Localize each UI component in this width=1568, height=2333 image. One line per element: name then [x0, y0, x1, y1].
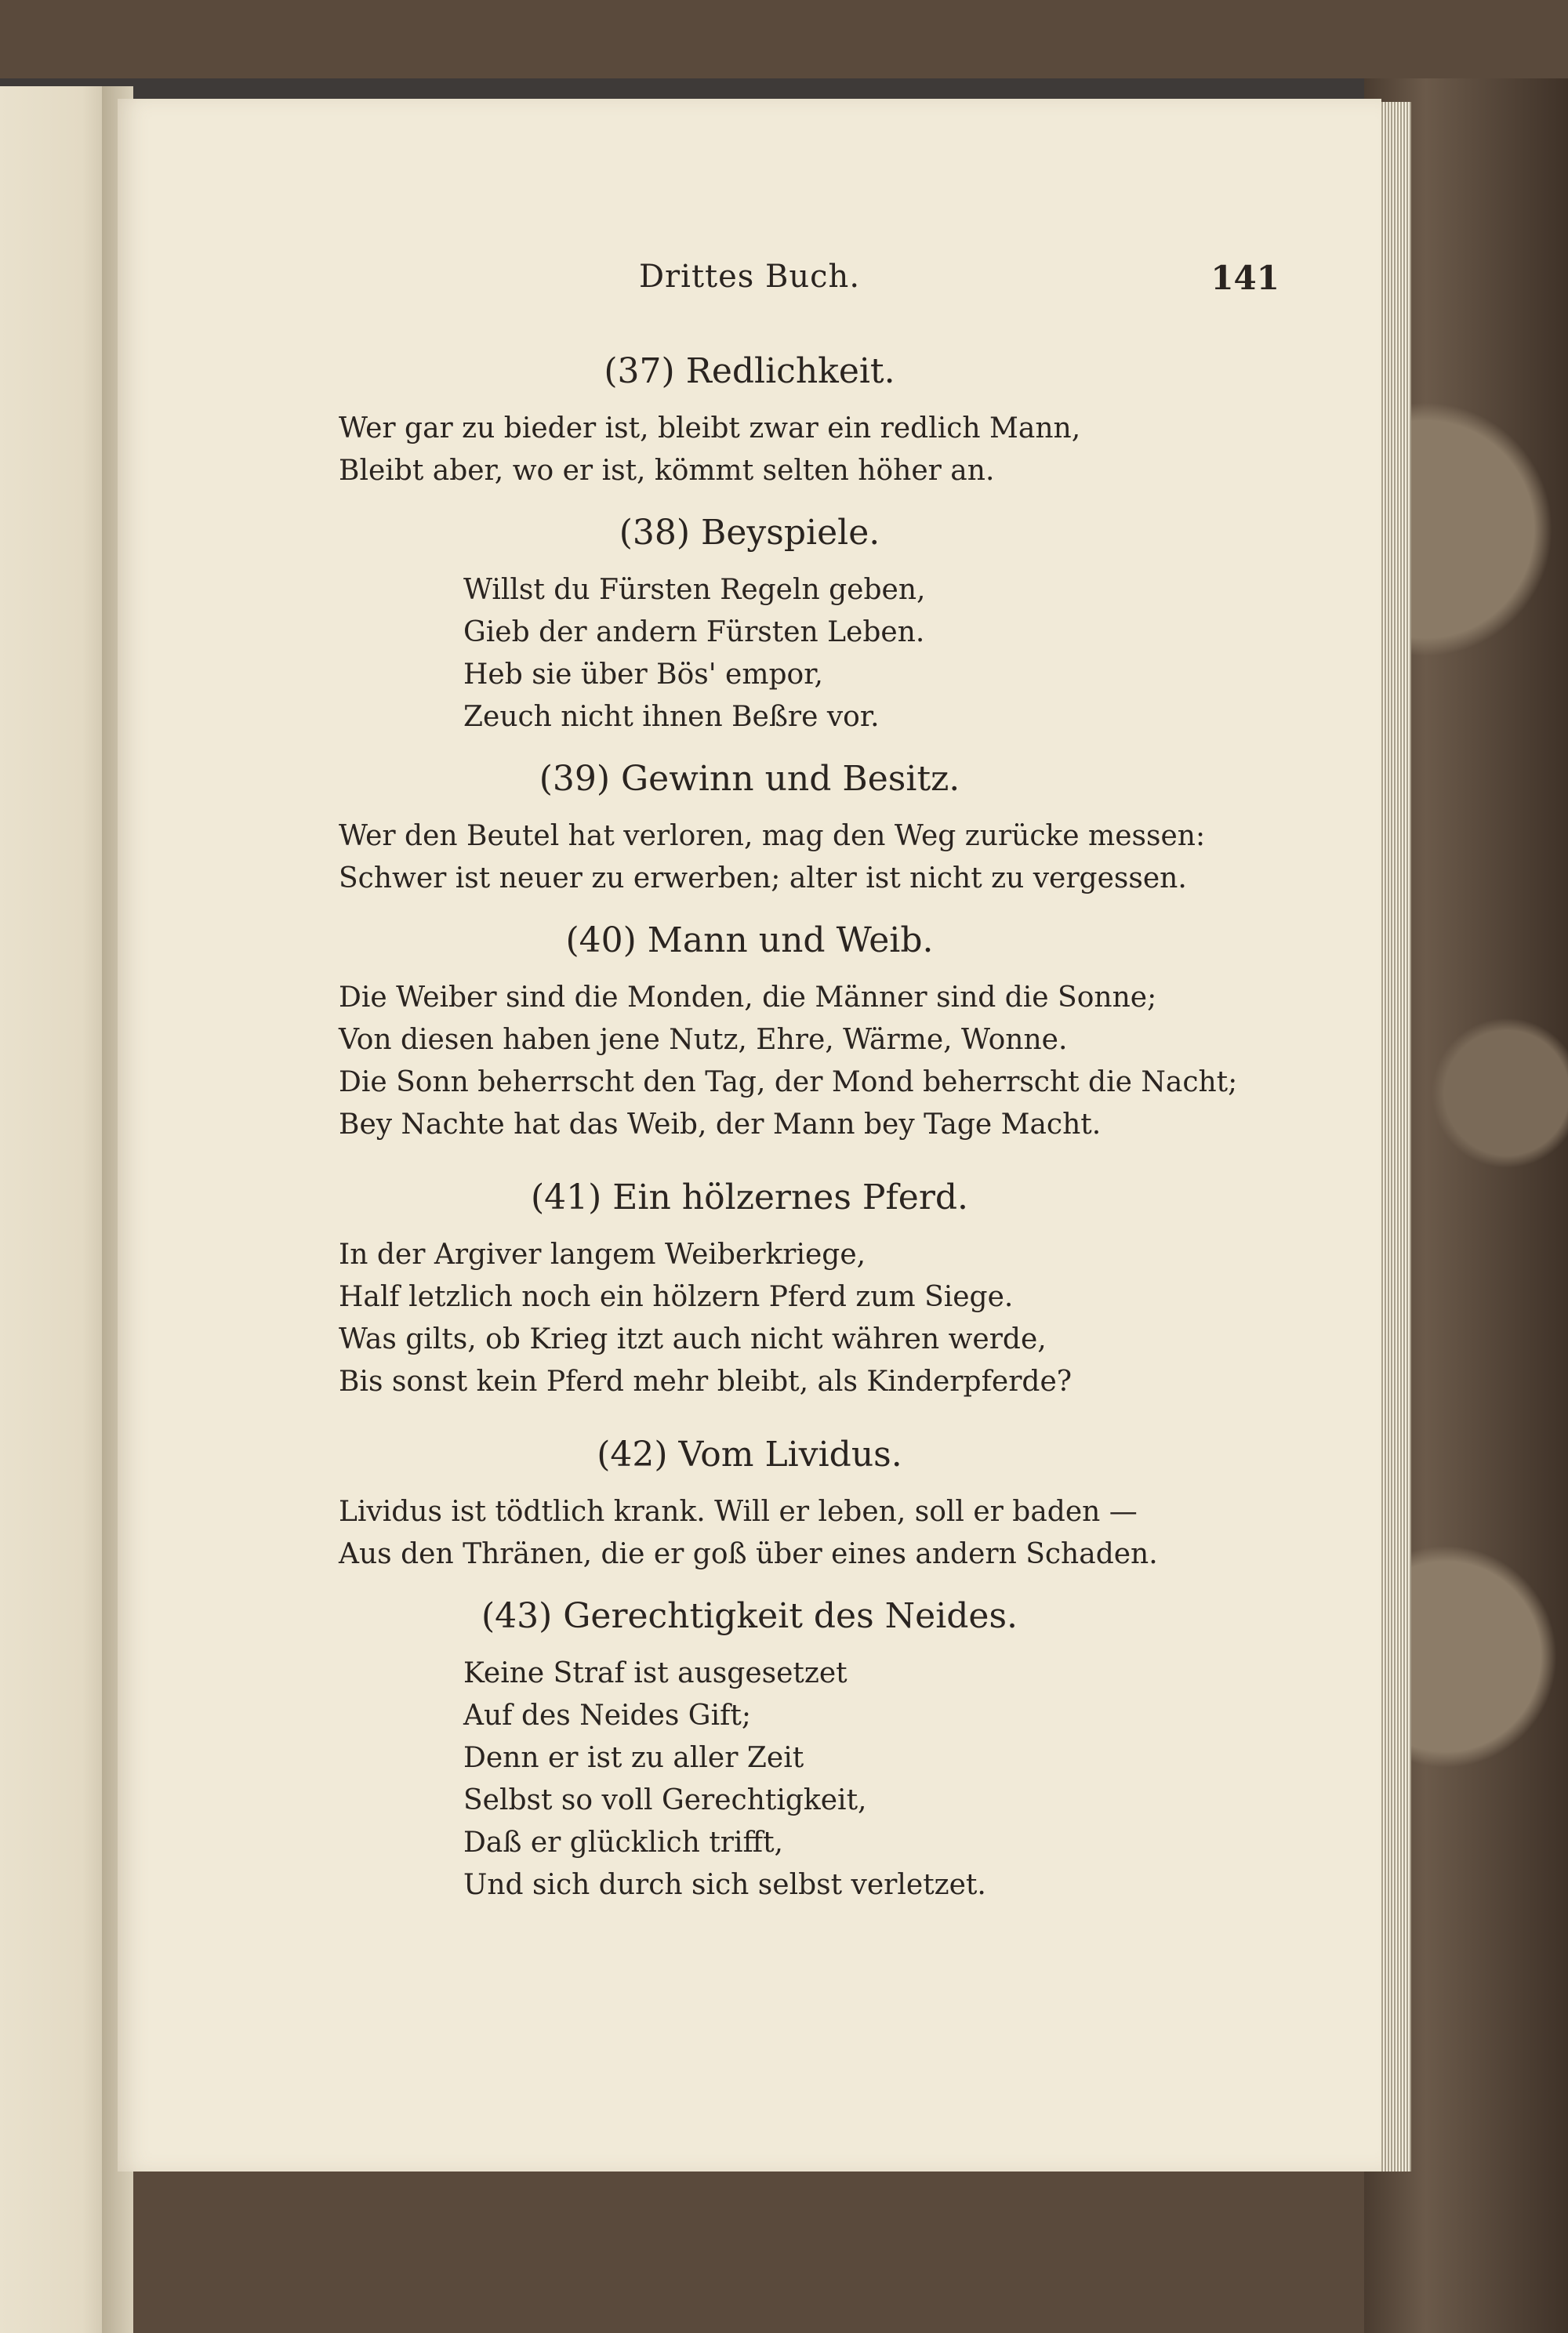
verse-line: Die Sonn beherrscht den Tag, der Mond beherrscht die Nacht; — [339, 1066, 1238, 1098]
verse-line: Heb sie über Bös' empor, — [463, 659, 823, 691]
epigram-title: (41) Ein hölzernes Pferd. — [530, 1177, 969, 1217]
verse-line: Was gilts, ob Krieg itzt auch nicht währen werde, — [339, 1323, 1047, 1355]
page-edges — [1380, 102, 1411, 2172]
epigram-title: (39) Gewinn und Besitz. — [539, 759, 960, 799]
epigram-38 — [118, 510, 1381, 738]
epigram-lines — [118, 977, 1381, 1146]
epigram-42 — [118, 1431, 1381, 1576]
epigram-title: (37) Redlichkeit. — [604, 351, 895, 391]
verse-line: Keine Straf ist ausgesetzet — [463, 1657, 848, 1689]
page-text — [118, 99, 1381, 2172]
verse-line: Bis sonst kein Pferd mehr bleibt, als Kinderpferde? — [339, 1366, 1073, 1398]
verse-line: Willst du Fürsten Regeln geben, — [463, 574, 926, 606]
epigram-lines — [118, 815, 1381, 900]
epigram-lines — [118, 408, 1381, 492]
book-page — [118, 99, 1381, 2172]
verse-line: Wer den Beutel hat verloren, mag den Weg zurücke messen: — [339, 820, 1206, 852]
epigram-lines — [118, 1234, 1381, 1403]
page-number: 141 — [1210, 259, 1279, 297]
epigram-title: (43) Gerechtigkeit des Neides. — [481, 1596, 1018, 1636]
verse-line: Half letzlich noch ein hölzern Pferd zum Siege. — [339, 1281, 1014, 1313]
verse-line: Denn er ist zu aller Zeit — [463, 1742, 804, 1774]
verse-line: Bleibt aber, wo er ist, kömmt selten höher an. — [339, 455, 995, 487]
verse-line: Bey Nachte hat das Weib, der Mann bey Tage Macht. — [339, 1108, 1102, 1141]
epigram-lines — [118, 569, 1381, 738]
verse-line: Zeuch nicht ihnen Beßre vor. — [463, 701, 880, 733]
verse-line: Die Weiber sind die Monden, die Männer sind die Sonne; — [339, 981, 1157, 1014]
epigram-37 — [118, 348, 1381, 492]
verse-line: Selbst so voll Gerechtigkeit, — [463, 1784, 867, 1816]
verse-line: Daß er glücklich trifft, — [463, 1827, 783, 1859]
verse-line: Von diesen haben jene Nutz, Ehre, Wärme, Wonne. — [339, 1024, 1068, 1056]
epigram-title: (40) Mann und Weib. — [565, 920, 934, 960]
verse-line: In der Argiver langem Weiberkriege, — [339, 1239, 866, 1271]
epigram-title: (38) Beyspiele. — [619, 513, 880, 553]
page-header — [118, 259, 1381, 306]
verse-line: Und sich durch sich selbst verletzet. — [463, 1869, 986, 1901]
verse-line: Auf des Neides Gift; — [463, 1700, 751, 1732]
verse-line: Wer gar zu bieder ist, bleibt zwar ein redlich Mann, — [339, 412, 1081, 444]
facing-page-edge — [0, 86, 118, 2333]
running-head: Drittes Buch. — [638, 259, 861, 295]
epigram-43 — [118, 1593, 1381, 1907]
verse-line: Schwer ist neuer zu erwerben; alter ist nicht zu vergessen. — [339, 862, 1187, 894]
epigram-39 — [118, 756, 1381, 900]
verse-line: Gieb der andern Fürsten Leben. — [463, 616, 925, 648]
verse-line: Lividus ist tödtlich krank. Will er leben, soll er baden — — [339, 1496, 1138, 1528]
epigram-40 — [118, 917, 1381, 1146]
epigram-title: (42) Vom Lividus. — [597, 1435, 902, 1475]
epigram-lines — [118, 1653, 1381, 1907]
epigram-41 — [118, 1174, 1381, 1403]
verse-line: Aus den Thränen, die er goß über eines andern Schaden. — [339, 1538, 1158, 1570]
epigram-lines — [118, 1491, 1381, 1576]
